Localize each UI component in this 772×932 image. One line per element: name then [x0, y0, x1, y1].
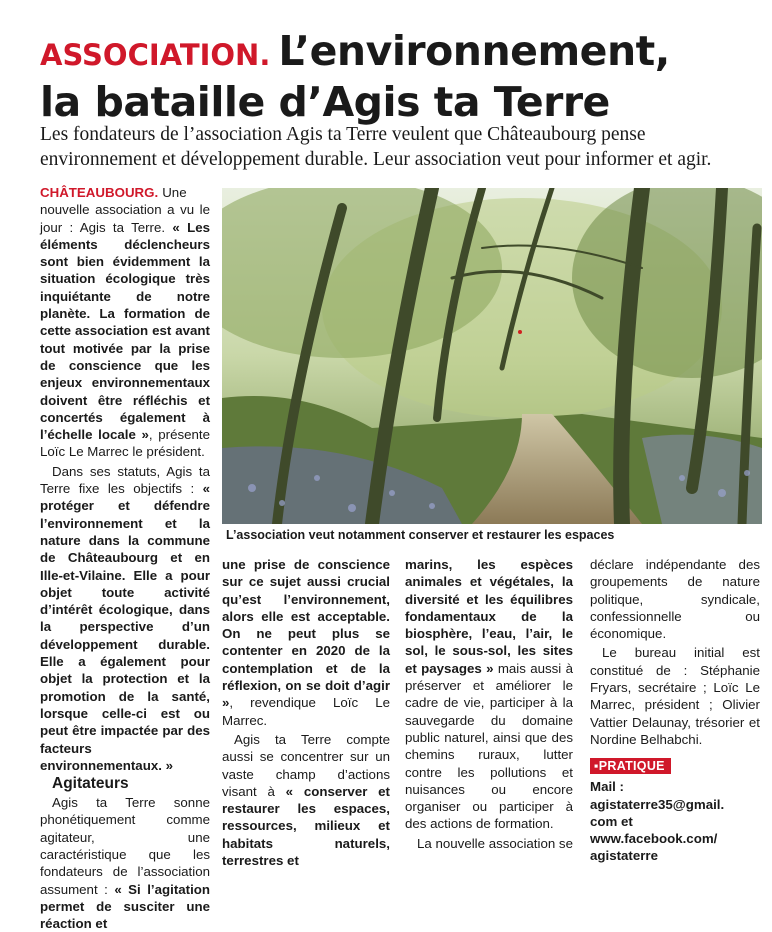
article-photo: [222, 188, 762, 524]
col1-p2-text: Dans ses statuts, Agis ta Terre fixe les objectifs :: [40, 463, 210, 497]
article-column-1: [40, 184, 210, 932]
col3-p1-quote: marins, les espèces animales et végétales, la diversité et les équilibres fondamentaux de la biosphère, l’eau, l’air, le sol, le sous-sol, les sites et paysages »: [405, 557, 573, 676]
col1-p3-text: Agis ta Terre sonne phonétiquement comme agitateur, une caractéristique que les fondateurs de l’association assument :: [40, 795, 210, 897]
pratique-block: [590, 748, 760, 778]
col3-paragraph-1: [405, 556, 573, 833]
contact-info: [590, 778, 760, 864]
contact-line-3: agistaterre: [590, 848, 658, 864]
pratique-label: ▪PRATIQUE: [590, 758, 671, 774]
standfirst: Les fondateurs de l’association Agis ta Terre veulent que Châteaubourg pense environnement et développement durable. Leur association veut pour informer et agir.: [40, 124, 712, 170]
contact-line-2: com et www.facebook.com/: [590, 813, 718, 847]
headline: [40, 28, 760, 126]
photo-caption: L’association veut notamment conserver et restaurer les espaces: [226, 528, 615, 542]
subhead-agitateurs: Agitateurs: [52, 775, 129, 793]
col2-p2-text: Agis ta Terre compte aussi se concentrer sur un vaste champ d’actions visant à: [222, 731, 390, 799]
col1-p1-quote: « Les éléments déclencheurs sont bien évidemment la situation écologique très inquiétante de notre planète. La formation de cette association est avant tout motivée par la prise de conscience que les enjeux environnementaux doivent être réfléchis et concertés également à l’échelle locale »: [40, 219, 210, 443]
col3-p1-text: mais aussi à préserver et améliorer le cadre de vie, participer à la sauvegarde du domaine public naturel, ainsi que des chemins ruraux, lutter contre les pollutions et nuisances ou encore organiser ou participer à des actions de formation.: [405, 660, 573, 832]
col1-p3-quote: « Si l’agitation permet de susciter une réaction et: [40, 881, 211, 932]
col1-paragraph-3: [40, 794, 210, 932]
contact-line-1: Mail : agistaterre35@gmail.: [590, 779, 725, 812]
col4-paragraph-1: déclare indépendante des groupements de nature politique, syndicale, confessionnelle ou économique.: [590, 557, 760, 642]
col2-paragraph-1: [222, 556, 390, 729]
col4-paragraph-2: Le bureau initial est constitué de : Stéphanie Fryars, secrétaire ; Loïc Le Marrec, président ; Olivier Vattier Delaunay, trésorier et Nordine Belhabchi.: [590, 645, 760, 747]
pratique-label-text: PRATIQUE: [598, 759, 665, 774]
col1-p1-text: Une nouvelle association a vu le jour : Agis ta Terre.: [40, 185, 210, 235]
forest-path-image: [222, 188, 762, 524]
col1-paragraph-1: [40, 184, 210, 461]
headline-title-line2: la bataille d’Agis ta Terre: [40, 78, 610, 126]
col3-paragraph-2: La nouvelle association se: [417, 835, 573, 851]
dateline: CHÂTEAUBOURG.: [40, 185, 159, 200]
col2-paragraph-2: [222, 731, 390, 869]
col2-p1-quote: une prise de conscience sur ce sujet aussi crucial qu’est l’environnement, alors elle est acceptable. On ne peut plus se contenter en 2020 de la contemplation et de la réflexion, on se doit d’agir »: [222, 557, 390, 711]
headline-kicker: ASSOCIATION.: [40, 38, 271, 72]
col1-paragraph-2: [40, 463, 210, 774]
article-column-4: [590, 556, 760, 865]
article-column-2: [222, 556, 390, 869]
headline-title-line1: L’environnement,: [278, 27, 670, 75]
col1-p2-quote: « protéger et défendre l’environnement et la nature dans la commune de Châteaubourg et en Ille-et-Vilaine. Elle a pour objet toute activité d’intérêt écologique, dans la perspective d’un développement durable. Elle a également pour objet la protection et la promotion de la santé, lorsque celle-ci est ou peut être impactée par des facteurs environnementaux. »: [40, 481, 210, 773]
article-column-3: [405, 556, 573, 852]
col2-p1-attribution: , revendique Loïc Le Marrec.: [222, 695, 390, 728]
col2-p2-quote: « conserver et restaurer les espaces, ressources, milieux et habitats naturels, terrestres et: [222, 783, 390, 869]
col1-p1-attribution: , présente Loïc Le Marrec le président.: [40, 427, 210, 460]
